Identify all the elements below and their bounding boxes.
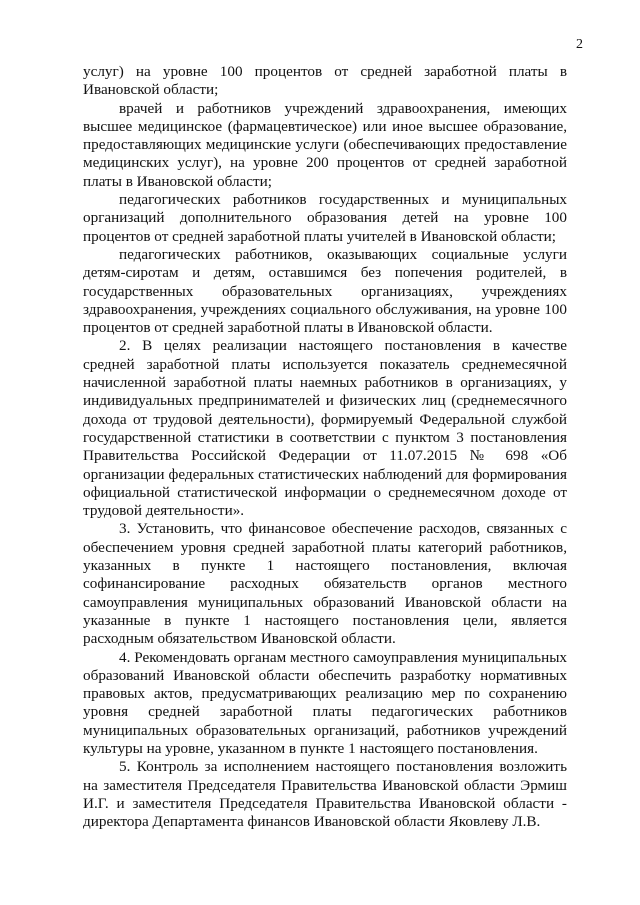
paragraph-clause-3: 3. Установить, что финансовое обеспечение расходов, связанных с обеспечением уровня средней заработной платы категорий работников, указанных в пункте 1 настоящего постановления, включая софинансирование расходных обязательств органов местного самоуправления муниципальных образований Ивановской области на указанные в пункте 1 настоящего постановления цели, является расходным обязательством Ивановской области.	[83, 520, 567, 648]
paragraph-clause-2: 2. В целях реализации настоящего постановления в качестве средней заработной платы используется показатель среднемесячной начисленной заработной платы наемных работников в организациях, у индивидуальных предпринимателей и физических лиц (среднемесячного дохода от трудовой деятельности), формируемый Федеральной службой государственной статистики в соответствии с пунктом 3 постановления Правительства Российской Федерации от 11.07.2015 № 698 «Об организации федеральных статистических наблюдений для формирования официальной статистической информации о среднемесячном доходе от трудовой деятельности».	[83, 337, 567, 520]
paragraph-clause-4: 4. Рекомендовать органам местного самоуправления муниципальных образований Ивановской области обеспечить разработку нормативных правовых актов, предусматривающих реализацию мер по сохранению уровня средней заработной платы педагогических работников муниципальных образовательных организаций, работников учреждений культуры на уровне, указанном в пункте 1 настоящего постановления.	[83, 648, 567, 757]
document-body	[83, 63, 567, 831]
paragraph-orphan-services: педагогических работников, оказывающих социальные услуги детям-сиротам и детям, оставшимся без попечения родителей, в государственных образовательных организациях, учреждениях здравоохранения, учреждениях социального обслуживания, на уровне 100 процентов от средней заработной платы в Ивановской области.	[83, 245, 567, 337]
page-number: 2	[576, 37, 583, 52]
paragraph-clause-5: 5. Контроль за исполнением настоящего постановления возложить на заместителя Председателя Правительства Ивановской области Эрмиш И.Г. и заместителя Председателя Правительства Ивановской области - директора Департамента финансов Ивановской области Яковлеву Л.В.	[83, 758, 567, 831]
paragraph-continuation: услуг) на уровне 100 процентов от средней заработной платы в Ивановской области;	[83, 63, 567, 99]
paragraph-doctors: врачей и работников учреждений здравоохранения, имеющих высшее медицинское (фармацевтическое) или иное высшее образование, предоставляющих медицинские услуги (обеспечивающих предоставление медицинских услуг), на уровне 200 процентов от средней заработной платы в Ивановской области;	[83, 99, 567, 190]
paragraph-additional-education: педагогических работников государственных и муниципальных организаций дополнительного образования детей на уровне 100 процентов от средней заработной платы учителей в Ивановской области;	[83, 191, 567, 245]
